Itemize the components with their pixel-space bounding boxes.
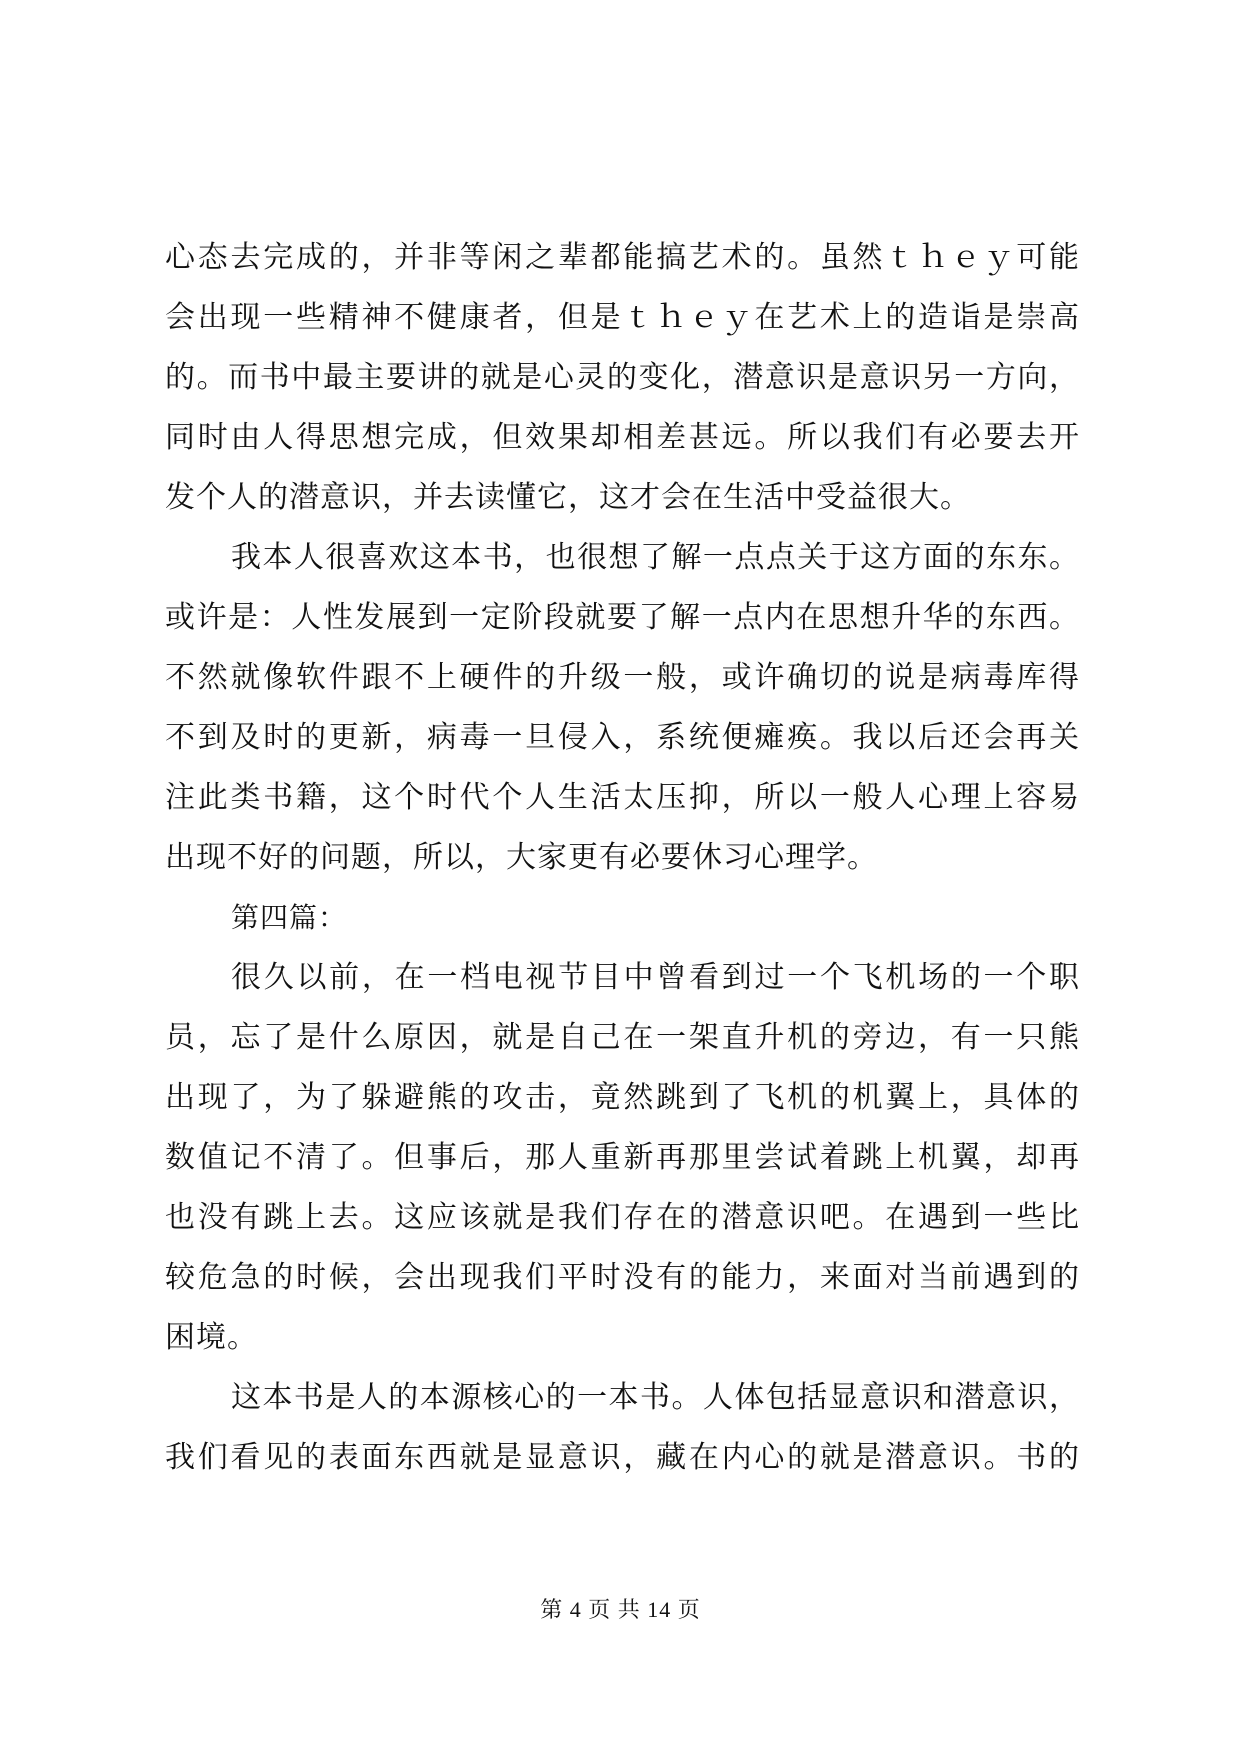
page-footer: 第 4 页 共 14 页 <box>540 1597 701 1622</box>
text-line: 不到及时的更新，病毒一旦侵入，系统便瘫痪。我以后还会再关 <box>165 720 1080 755</box>
paragraph-start-line: 我本人很喜欢这本书，也很想了解一点点关于这方面的东东。 <box>231 540 1080 575</box>
paragraph-start-line: 很久以前，在一档电视节目中曾看到过一个飞机场的一个职 <box>231 960 1080 995</box>
text-line: 我们看见的表面东西就是显意识，藏在内心的就是潜意识。书的 <box>165 1440 1080 1475</box>
text-line: 或许是：人性发展到一定阶段就要了解一点内在思想升华的东西。 <box>165 600 1080 635</box>
text-line: 不然就像软件跟不上硬件的升级一般，或许确切的说是病毒库得 <box>165 660 1080 695</box>
text-line: 心态去完成的，并非等闲之辈都能搞艺术的。虽然ｔｈｅｙ可能 <box>165 240 1080 275</box>
text-line: 发个人的潜意识，并去读懂它，这才会在生活中受益很大。 <box>165 480 971 515</box>
text-line: 的。而书中最主要讲的就是心灵的变化，潜意识是意识另一方向， <box>165 360 1080 395</box>
text-line: 较危急的时候，会出现我们平时没有的能力，来面对当前遇到的 <box>165 1260 1080 1295</box>
text-line: 出现不好的问题，所以，大家更有必要休习心理学。 <box>165 840 878 875</box>
text-line: 员，忘了是什么原因，就是自己在一架直升机的旁边，有一只熊 <box>165 1020 1080 1055</box>
text-line: 数值记不清了。但事后，那人重新再那里尝试着跳上机翼，却再 <box>165 1140 1080 1175</box>
text-line: 会出现一些精神不健康者，但是ｔｈｅｙ在艺术上的造诣是崇高 <box>165 300 1080 335</box>
text-line: 困境。 <box>165 1320 258 1355</box>
text-line: 注此类书籍，这个时代个人生活太压抑，所以一般人心理上容易 <box>165 780 1080 815</box>
text-line: 也没有跳上去。这应该就是我们存在的潜意识吧。在遇到一些比 <box>165 1200 1080 1235</box>
paragraph-start-line: 这本书是人的本源核心的一本书。人体包括显意识和潜意识， <box>231 1380 1080 1415</box>
document-body <box>165 228 1080 1488</box>
section-heading: 第四篇： <box>231 901 348 934</box>
text-line: 同时由人得思想完成，但效果却相差甚远。所以我们有必要去开 <box>165 420 1080 455</box>
text-line: 出现了，为了躲避熊的攻击，竟然跳到了飞机的机翼上，具体的 <box>165 1080 1080 1115</box>
